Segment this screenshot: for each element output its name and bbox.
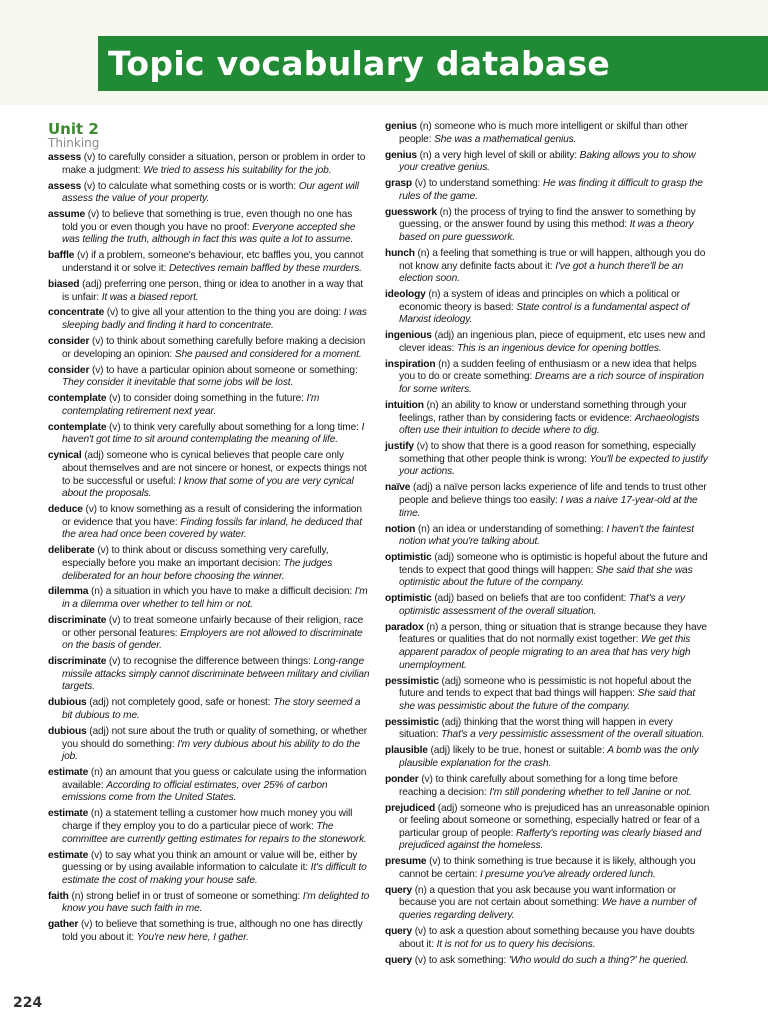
part-of-speech: (v) xyxy=(85,504,97,516)
example-sentence: Finding fossils far inland, he deduced that the area had once been covered by water. xyxy=(62,516,362,541)
headword: dubious xyxy=(48,725,87,737)
headword: plausible xyxy=(385,745,428,757)
example-sentence: You're new here, I gather. xyxy=(136,931,249,943)
definition: to ask something: xyxy=(428,954,507,966)
part-of-speech: (n) xyxy=(419,121,432,132)
vocab-entry xyxy=(385,745,710,770)
headword: consider xyxy=(48,336,90,348)
part-of-speech: (n) xyxy=(419,149,432,161)
headword: optimistic xyxy=(385,552,432,564)
example-sentence: She said that she was pessimistic about the future of the company. xyxy=(399,688,696,712)
example-sentence: I'm delighted to know you have such faith in me. xyxy=(62,890,370,915)
part-of-speech: (n) xyxy=(417,523,430,535)
definition: strong belief in or trust of someone or something: xyxy=(86,890,301,902)
part-of-speech: (v) xyxy=(416,441,429,453)
vocab-entry xyxy=(385,289,710,327)
part-of-speech: (n) xyxy=(428,289,441,301)
example-sentence: He was finding it difficult to grasp the rules of the game. xyxy=(399,178,703,202)
part-of-speech: (v) xyxy=(80,919,93,931)
definition: an ingenious plan, piece of equipment, etc uses new and clever ideas: xyxy=(399,330,706,354)
example-sentence: This is an ingenious device for opening bottles. xyxy=(456,342,662,354)
example-sentence: I was sleeping badly and finding it hard to concentrate. xyxy=(62,307,367,332)
headword: naïve xyxy=(385,482,411,494)
vocab-entry xyxy=(48,250,370,275)
vocab-entry xyxy=(385,121,710,146)
example-sentence: The story seemed a bit dubious to me. xyxy=(62,697,361,721)
part-of-speech: (v) xyxy=(76,250,89,262)
example-sentence: She paused and considered for a moment. xyxy=(174,348,362,360)
definition: a system of ideas and principles on which a political or economic theory is based: xyxy=(399,289,680,313)
example-sentence: Long-range missile attacks simply cannot discriminate between military and civilian targets. xyxy=(62,656,370,693)
headword: estimate xyxy=(48,767,89,779)
definition: a situation in which you have to make a difficult decision: xyxy=(105,586,353,598)
vocab-entry xyxy=(385,178,710,203)
vocab-entry xyxy=(385,856,710,881)
definition: a statement telling a customer how much money you will charge if they employ you to do a particular piece of work: xyxy=(62,808,353,832)
part-of-speech: (v) xyxy=(90,849,103,861)
part-of-speech: (adj) xyxy=(437,802,458,814)
part-of-speech: (n) xyxy=(439,206,452,218)
part-of-speech: (adj) xyxy=(413,482,433,494)
definition: someone who is much more intelligent or skilful than other people: xyxy=(399,121,688,145)
example-sentence: Rafferty's reporting was clearly biased and prejudiced against the homeless. xyxy=(399,827,702,852)
part-of-speech: (adj) xyxy=(434,552,454,564)
example-sentence: It was a theory based on pure guesswork. xyxy=(399,219,694,243)
vocab-entry xyxy=(48,365,370,390)
example-sentence: The judges deliberated for an hour before choosing the winner. xyxy=(62,557,333,582)
vocab-entry xyxy=(48,586,370,611)
headword: ideology xyxy=(385,289,426,301)
vocab-entry xyxy=(48,615,370,653)
definition: to think about or discuss something very carefully, especially before you make an important decision: xyxy=(62,545,329,569)
vocab-entry xyxy=(385,330,710,355)
vocab-entry xyxy=(48,307,370,332)
definition: to think very carefully about something for a long time: xyxy=(123,421,359,433)
headword: pessimistic xyxy=(385,675,439,687)
headword: guesswork xyxy=(385,206,437,218)
part-of-speech: (v) xyxy=(414,954,427,966)
example-sentence: I was a naive 17-year-old at the time. xyxy=(399,494,698,519)
vocab-entry xyxy=(385,593,710,618)
example-sentence: Everyone accepted she was telling the truth, although in fact this was quite a lot to assume. xyxy=(62,221,356,246)
part-of-speech: (adj) xyxy=(441,716,462,728)
definition: someone who is pessimistic is not hopeful about the future and tends to expect that bad things will happen: xyxy=(399,675,692,700)
part-of-speech: (adj) xyxy=(89,697,109,709)
vocab-entry xyxy=(48,152,370,177)
definition: a person, thing or situation that is strange because they have features or qualities that do not normally exist together: xyxy=(399,621,707,646)
definition: the process of trying to find the answer to something by guessing, or the answer found by using this method: xyxy=(399,206,696,231)
definition: to consider doing something in the future: xyxy=(123,393,304,405)
headword: discriminate xyxy=(48,615,107,627)
headword: deliberate xyxy=(48,545,95,557)
definition: to believe that something is true, although no one has directly told you about it: xyxy=(62,919,363,943)
vocab-entry xyxy=(48,393,370,418)
definition: to think about something carefully before making a decision or developing an opinion: xyxy=(62,336,366,360)
example-sentence: Our agent will assess the value of your property. xyxy=(62,180,359,205)
headword: presume xyxy=(385,856,427,868)
part-of-speech: (adj) xyxy=(84,450,104,462)
vocab-entry xyxy=(48,336,370,361)
headword: consider xyxy=(48,364,90,376)
headword: concentrate xyxy=(48,307,105,319)
headword: intuition xyxy=(385,400,424,411)
definition: not sure about the truth or quality of something, or whether you should do something: xyxy=(62,725,368,750)
part-of-speech: (v) xyxy=(421,773,433,785)
definition: to show that there is a good reason for something, especially something that other people think is wrong: xyxy=(399,441,696,465)
headword: gather xyxy=(48,919,79,931)
left-column xyxy=(48,121,370,948)
definition: to recognise the difference between things: xyxy=(123,656,311,668)
example-sentence: State control is a fundamental aspect of Marxist ideology. xyxy=(399,301,690,326)
definition: if a problem, someone's behaviour, etc baffles you, you cannot understand it or solve it: xyxy=(62,250,364,274)
example-sentence: They consider it inevitable that some jobs will be lost. xyxy=(62,377,294,389)
vocab-entry xyxy=(385,552,710,590)
part-of-speech: (v) xyxy=(106,307,119,319)
entry-list-right xyxy=(385,121,710,967)
part-of-speech: (n) xyxy=(426,621,439,633)
example-sentence: It is not for us to query his decisions. xyxy=(436,938,596,950)
vocab-entry xyxy=(48,422,370,447)
part-of-speech: (v) xyxy=(429,856,441,868)
definition: to ask a question about something because you have doubts about it: xyxy=(399,926,695,950)
headword: estimate xyxy=(48,849,89,861)
headword: discriminate xyxy=(48,656,107,668)
part-of-speech: (adj) xyxy=(434,593,454,605)
headword: cynical xyxy=(48,450,82,462)
headword: hunch xyxy=(385,247,415,259)
part-of-speech: (v) xyxy=(414,926,427,938)
headword: ponder xyxy=(385,773,419,785)
definition: to carefully consider a situation, person or problem in order to make a judgment: xyxy=(62,152,366,176)
example-sentence: That's a very optimistic assessment of the overall situation. xyxy=(399,593,685,617)
vocab-entry xyxy=(48,697,370,722)
vocab-entry xyxy=(385,441,710,479)
vocab-entry xyxy=(385,803,710,853)
vocab-entry xyxy=(385,248,710,286)
headword: deduce xyxy=(48,504,83,516)
vocab-entry xyxy=(385,359,710,397)
definition: preferring one person, thing or idea to another in a way that is unfair: xyxy=(62,278,364,303)
vocab-entry xyxy=(48,450,370,500)
headword: baffle xyxy=(48,250,75,262)
vocab-entry xyxy=(385,885,710,923)
definition: to think something is true because it is likely, although you cannot be certain: xyxy=(399,856,696,880)
definition: a sudden feeling of enthusiasm or a new idea that helps you to do or create something: xyxy=(399,358,697,383)
headword: query xyxy=(385,884,412,896)
headword: justify xyxy=(385,441,414,453)
part-of-speech: (v) xyxy=(97,545,109,557)
example-sentence: We tried to assess his suitability for the job. xyxy=(143,164,332,176)
vocab-entry xyxy=(48,181,370,206)
headword: contemplate xyxy=(48,421,107,433)
headword: dilemma xyxy=(48,586,89,598)
example-sentence: Archaeologists often use their intuition to decide where to dig. xyxy=(399,412,700,437)
vocab-entry xyxy=(385,150,710,175)
part-of-speech: (n) xyxy=(90,767,103,779)
vocab-entry xyxy=(385,926,710,951)
example-sentence: Detectives remain baffled by these murders. xyxy=(168,262,362,274)
example-sentence: We get this apparent paradox of people migrating to an area that has very high unemployment. xyxy=(399,634,691,671)
part-of-speech: (v) xyxy=(91,336,104,348)
headword: inspiration xyxy=(385,358,436,370)
definition: a feeling that something is true or will happen, although you do not know any definite facts about it: xyxy=(399,247,706,272)
example-sentence: I'm very dubious about his ability to do the job. xyxy=(62,738,360,763)
part-of-speech: (v) xyxy=(108,656,121,668)
page-number: 224 xyxy=(13,995,43,1011)
definition: an ability to know or understand something through your feelings, rather than by considering facts or evidence: xyxy=(399,400,687,424)
vocab-entry xyxy=(48,919,370,944)
vocab-entry xyxy=(48,891,370,916)
part-of-speech: (v) xyxy=(414,178,427,190)
definition: to treat someone unfairly because of their religion, race or other personal features: xyxy=(62,615,364,639)
part-of-speech: (adj) xyxy=(441,675,462,687)
definition: based on beliefs that are too confident: xyxy=(456,593,627,605)
example-sentence: Baking allows you to show your creative genius. xyxy=(399,149,696,174)
part-of-speech: (adj) xyxy=(82,278,102,290)
entry-list-left xyxy=(48,152,370,944)
example-sentence: I'm contemplating retirement next year. xyxy=(62,393,320,417)
definition: to calculate what something costs or is worth: xyxy=(97,180,296,192)
vocab-entry xyxy=(385,207,710,245)
part-of-speech: (n) xyxy=(90,586,103,598)
headword: biased xyxy=(48,278,80,290)
headword: estimate xyxy=(48,808,89,820)
definition: thinking that the worst thing will happen in every situation: xyxy=(399,716,673,741)
headword: pessimistic xyxy=(385,716,439,728)
part-of-speech: (v) xyxy=(108,615,121,627)
example-sentence: A bomb was the only plausible explanation for the crash. xyxy=(399,745,699,769)
headword: ingenious xyxy=(385,330,432,342)
example-sentence: I've got a hunch there'll be an election soon. xyxy=(399,260,684,285)
headword: assume xyxy=(48,209,86,221)
part-of-speech: (adj) xyxy=(89,725,109,737)
definition: to understand something: xyxy=(428,178,541,190)
vocab-entry xyxy=(385,400,710,438)
definition: a very high level of skill or ability: xyxy=(434,149,577,161)
vocab-entry xyxy=(385,717,710,742)
headword: dubious xyxy=(48,697,87,709)
example-sentence: I'm in a dilemma over whether to tell him or not. xyxy=(62,586,368,611)
definition: likely to be true, honest or suitable: xyxy=(452,745,605,757)
headword: paradox xyxy=(385,621,424,633)
example-sentence: She was a mathematical genius. xyxy=(434,133,577,145)
example-sentence: 'Who would do such a thing?' he queried. xyxy=(508,954,689,966)
example-sentence: We have a number of queries regarding delivery. xyxy=(399,897,697,922)
unit-title: Unit 2 xyxy=(48,120,99,138)
unit-subtitle: Thinking xyxy=(48,136,100,150)
example-sentence: You'll be expected to justify your actions. xyxy=(399,453,708,478)
headword: query xyxy=(385,926,412,938)
definition: a question that you ask because you want information or because you are not certain about something: xyxy=(399,884,676,909)
example-sentence: The committee are currently getting estimates for repairs to the stonework. xyxy=(62,820,367,845)
headword: genius xyxy=(385,149,417,161)
headword: notion xyxy=(385,523,416,535)
definition: an idea or understanding of something: xyxy=(432,523,604,535)
vocab-entry xyxy=(385,482,710,520)
headword: genius xyxy=(385,121,417,132)
vocab-entry xyxy=(48,850,370,888)
part-of-speech: (n) xyxy=(90,808,103,820)
part-of-speech: (n) xyxy=(438,358,451,370)
vocab-entry xyxy=(385,774,710,799)
page-title-banner: Topic vocabulary database xyxy=(98,36,768,91)
definition: to have a particular opinion about someone or something: xyxy=(106,364,358,376)
definition: someone who is cynical believes that people care only about themselves and are not sincere or honest, or expects things not to be successful or useful: xyxy=(62,450,367,487)
example-sentence: According to official estimates, over 25% of carbon emissions come from the United States. xyxy=(62,779,328,804)
vocab-entry xyxy=(48,808,370,846)
headword: assess xyxy=(48,180,82,192)
vocab-entry xyxy=(385,622,710,672)
headword: prejudiced xyxy=(385,802,436,814)
example-sentence: I know that some of you are very cynical about the proposals. xyxy=(62,475,354,500)
definition: to know something as a result of considering the information or evidence that you have: xyxy=(62,504,362,528)
definition: someone who is prejudiced has an unreasonable opinion or feeling about someone or something, especially hatred or fear of a particular group of people: xyxy=(399,802,710,839)
example-sentence: It was a biased report. xyxy=(101,291,199,303)
example-sentence: She said that she was optimistic about the future of the company. xyxy=(399,564,693,589)
definition: to give all your attention to the thing you are doing: xyxy=(120,307,342,319)
example-sentence: I'm still pondering whether to tell Janine or not. xyxy=(489,786,692,798)
vocab-entry xyxy=(385,524,710,549)
definition: to think carefully about something for a long time before reaching a decision: xyxy=(399,773,678,798)
vocab-entry xyxy=(48,209,370,247)
part-of-speech: (adj) xyxy=(434,330,455,342)
part-of-speech: (n) xyxy=(426,400,439,411)
vocab-entry xyxy=(48,767,370,805)
headword: query xyxy=(385,954,412,966)
part-of-speech: (v) xyxy=(83,180,96,192)
definition: not completely good, safe or honest: xyxy=(111,697,271,709)
example-sentence: That's a very pessimistic assessment of the overall situation. xyxy=(440,729,705,741)
vocab-entry xyxy=(48,726,370,764)
example-sentence: I haven't got time to sit around contemplating the meaning of life. xyxy=(62,421,365,446)
part-of-speech: (v) xyxy=(91,364,104,376)
definition: to say what you think an amount or value will be, either by guessing or by using available information to calculate it: xyxy=(62,849,358,874)
part-of-speech: (n) xyxy=(417,247,430,259)
part-of-speech: (v) xyxy=(109,393,121,405)
vocab-entry xyxy=(48,656,370,694)
example-sentence: Employers are not allowed to discriminate on the basis of gender. xyxy=(62,627,363,652)
example-sentence: I presume you've already ordered lunch. xyxy=(479,868,656,880)
headword: contemplate xyxy=(48,393,107,405)
example-sentence: Dreams are a rich source of inspiration for some writers. xyxy=(399,371,704,396)
vocab-entry xyxy=(48,279,370,304)
definition: someone who is optimistic is hopeful about the future and tends to expect that good things will happen: xyxy=(399,552,708,576)
part-of-speech: (v) xyxy=(109,421,121,433)
example-sentence: I haven't the faintest notion what you're talking about. xyxy=(399,523,694,548)
headword: faith xyxy=(48,890,69,902)
definition: an amount that you guess or calculate using the information available: xyxy=(62,767,367,791)
vocab-entry xyxy=(385,676,710,714)
example-sentence: It's difficult to estimate the cost of making your house safe. xyxy=(62,862,367,886)
vocab-entry xyxy=(48,504,370,542)
vocab-entry xyxy=(48,545,370,583)
definition: a naïve person lacks experience of life and tends to trust other people and believe things too easily: xyxy=(399,482,707,506)
right-column xyxy=(385,121,710,971)
headword: grasp xyxy=(385,178,412,190)
definition: to believe that something is true, even though no one has told you or even though you have no proof: xyxy=(62,209,353,233)
vocab-entry xyxy=(385,955,710,968)
part-of-speech: (adj) xyxy=(430,745,451,757)
headword: assess xyxy=(48,152,82,163)
part-of-speech: (n) xyxy=(71,890,84,902)
part-of-speech: (v) xyxy=(83,152,96,163)
part-of-speech: (n) xyxy=(414,884,427,896)
part-of-speech: (v) xyxy=(87,209,100,221)
headword: optimistic xyxy=(385,593,432,605)
